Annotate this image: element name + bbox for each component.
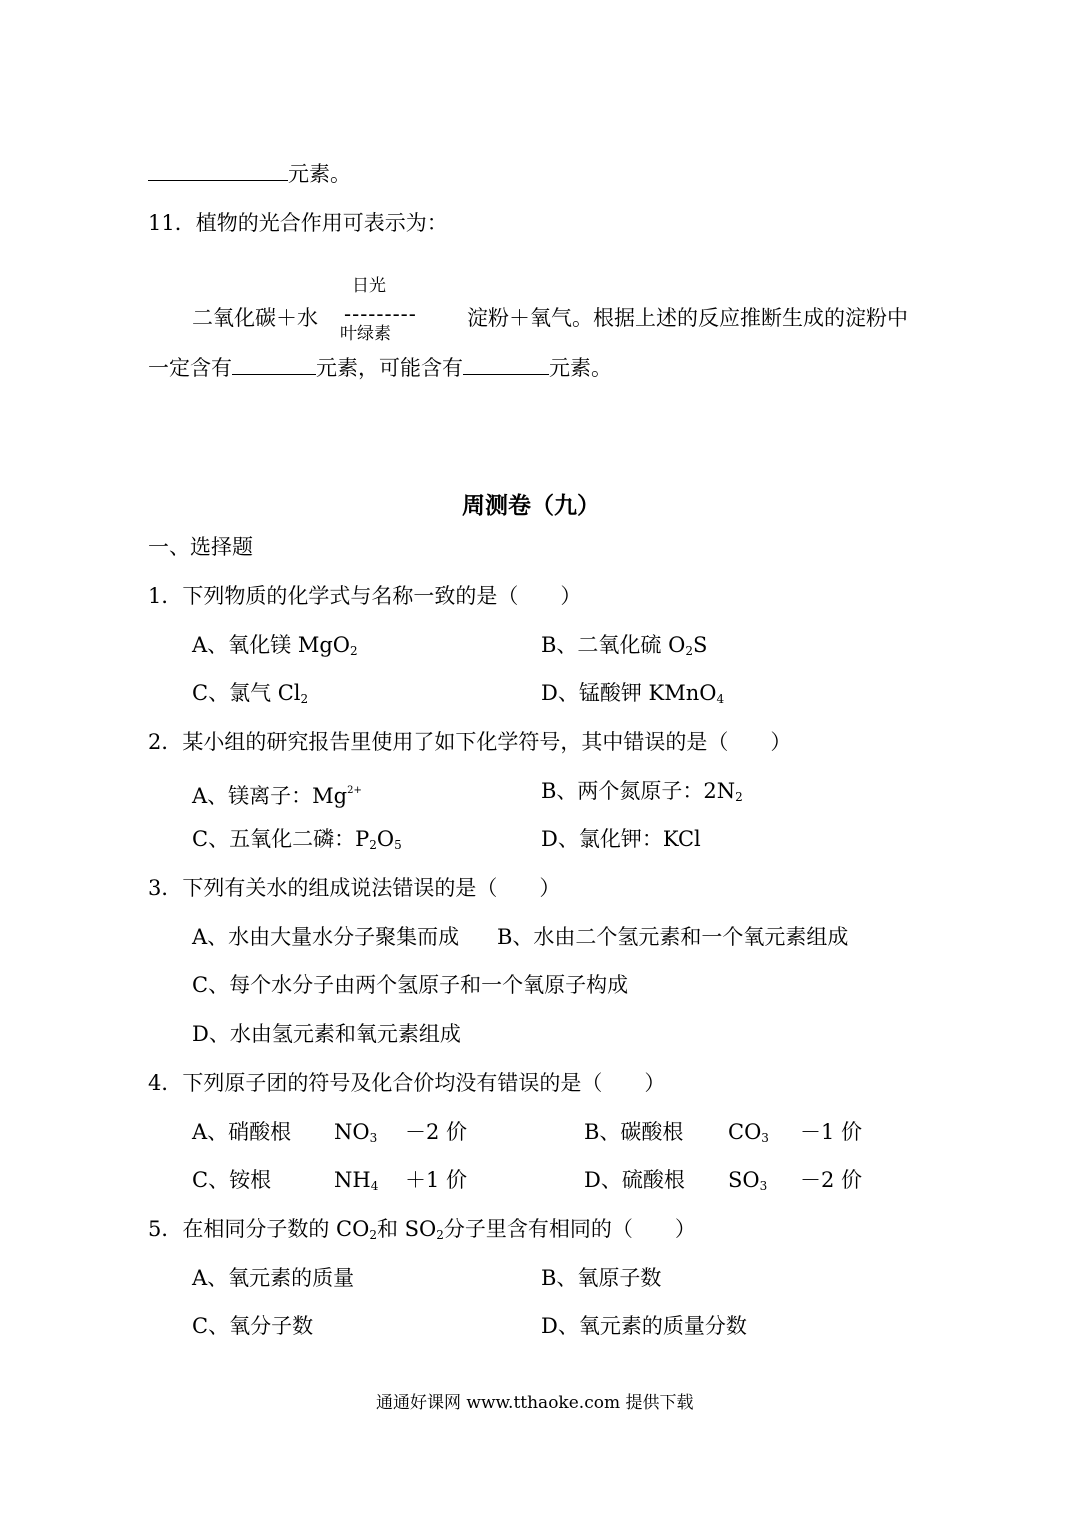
q10-tail-line (148, 160, 351, 188)
q10-suffix: 元素。 (288, 162, 351, 186)
question-4-option-a-formula: $NO_3$ (334, 1120, 378, 1145)
question-2-option-a: A、镁离子：$Mg^{2+}$ (192, 784, 362, 808)
question-3-option-d: D、水由氢元素和氧元素组成 (192, 1022, 461, 1046)
question-2-option-b: B、两个氮原子：$2N_2$ (541, 779, 743, 804)
question-4-stem: 4．下列原子团的符号及化合价均没有错误的是（ ） (148, 1071, 666, 1095)
q11-line2 (148, 354, 612, 382)
question-5-option-a: A、氧元素的质量 (192, 1266, 355, 1290)
question-4-option-d-formula: $SO_3$ (728, 1168, 768, 1193)
question-4-option-b-name: B、碳酸根 (584, 1120, 684, 1144)
question-2-option-d: D、氯化钾：KCl (541, 827, 701, 851)
question-1-option-d: D、锰酸钾 KMnO$_4$ (541, 681, 725, 706)
q11-line2-a: 一定含有 (148, 356, 232, 380)
answer-blank (148, 160, 288, 181)
question-2-stem: 2．某小组的研究报告里使用了如下化学符号，其中错误的是（ ） (148, 730, 792, 754)
page-footer: 通通好课网 www.tthaoke.com 提供下载 (376, 1393, 694, 1413)
question-2-option-c: C、五氧化二磷：$P_2O_5$ (192, 827, 402, 852)
question-4-option-c-name: C、铵根 (192, 1168, 272, 1192)
reaction-left: 二氧化碳＋水 (192, 306, 318, 330)
question-3-option-a: A、水由大量水分子聚集而成 (192, 925, 460, 949)
question-4-option-a-name: A、硝酸根 (192, 1120, 292, 1144)
question-4-option-c-formula: $NH_4$ (334, 1168, 379, 1193)
question-5-option-c: C、氧分子数 (192, 1314, 314, 1338)
question-1-option-c: C、氯气 $Cl_2$ (192, 681, 309, 706)
q11-stem: 11．植物的光合作用可表示为： (148, 211, 448, 235)
reaction-right: 淀粉＋氧气。根据上述的反应推断生成的淀粉中 (467, 306, 908, 330)
question-5-option-b: B、氧原子数 (541, 1266, 662, 1290)
question-4-option-b-valence: －1 价 (800, 1120, 863, 1144)
question-3-stem: 3．下列有关水的组成说法错误的是（ ） (148, 876, 561, 900)
question-4-option-d-valence: －2 价 (800, 1168, 863, 1192)
question-1-option-a: A、氧化镁 MgO$_2$ (192, 633, 358, 658)
q11-line2-c: 元素。 (549, 356, 612, 380)
question-3-option-c: C、每个水分子由两个氢原子和一个氧原子构成 (192, 973, 629, 997)
reaction-arrow: --------- (344, 302, 417, 326)
answer-blank (232, 354, 316, 375)
question-4-option-b-formula: $CO_3$ (728, 1120, 769, 1145)
answer-blank (463, 354, 549, 375)
reaction-condition-bottom: 叶绿素 (340, 324, 391, 344)
question-4-option-d-name: D、硫酸根 (584, 1168, 685, 1192)
q11-line2-b: 元素，可能含有 (316, 356, 463, 380)
question-4-option-a-valence: －2 价 (405, 1120, 468, 1144)
question-5-option-d: D、氧元素的质量分数 (541, 1314, 747, 1338)
question-1-stem: 1．下列物质的化学式与名称一致的是（ ） (148, 584, 582, 608)
question-4-option-c-valence: ＋1 价 (405, 1168, 468, 1192)
section-heading: 一、选择题 (148, 535, 253, 559)
question-5-stem: 5．在相同分子数的 $CO_2$和 $SO_2$分子里含有相同的（ ） (148, 1217, 696, 1242)
page-title: 周测卷（九） (462, 492, 600, 519)
reaction-condition-top: 日光 (352, 276, 386, 296)
question-1-option-b: B、二氧化硫 $O_2S$ (541, 633, 708, 658)
question-3-option-b: B、水由二个氢元素和一个氧元素组成 (497, 925, 849, 949)
